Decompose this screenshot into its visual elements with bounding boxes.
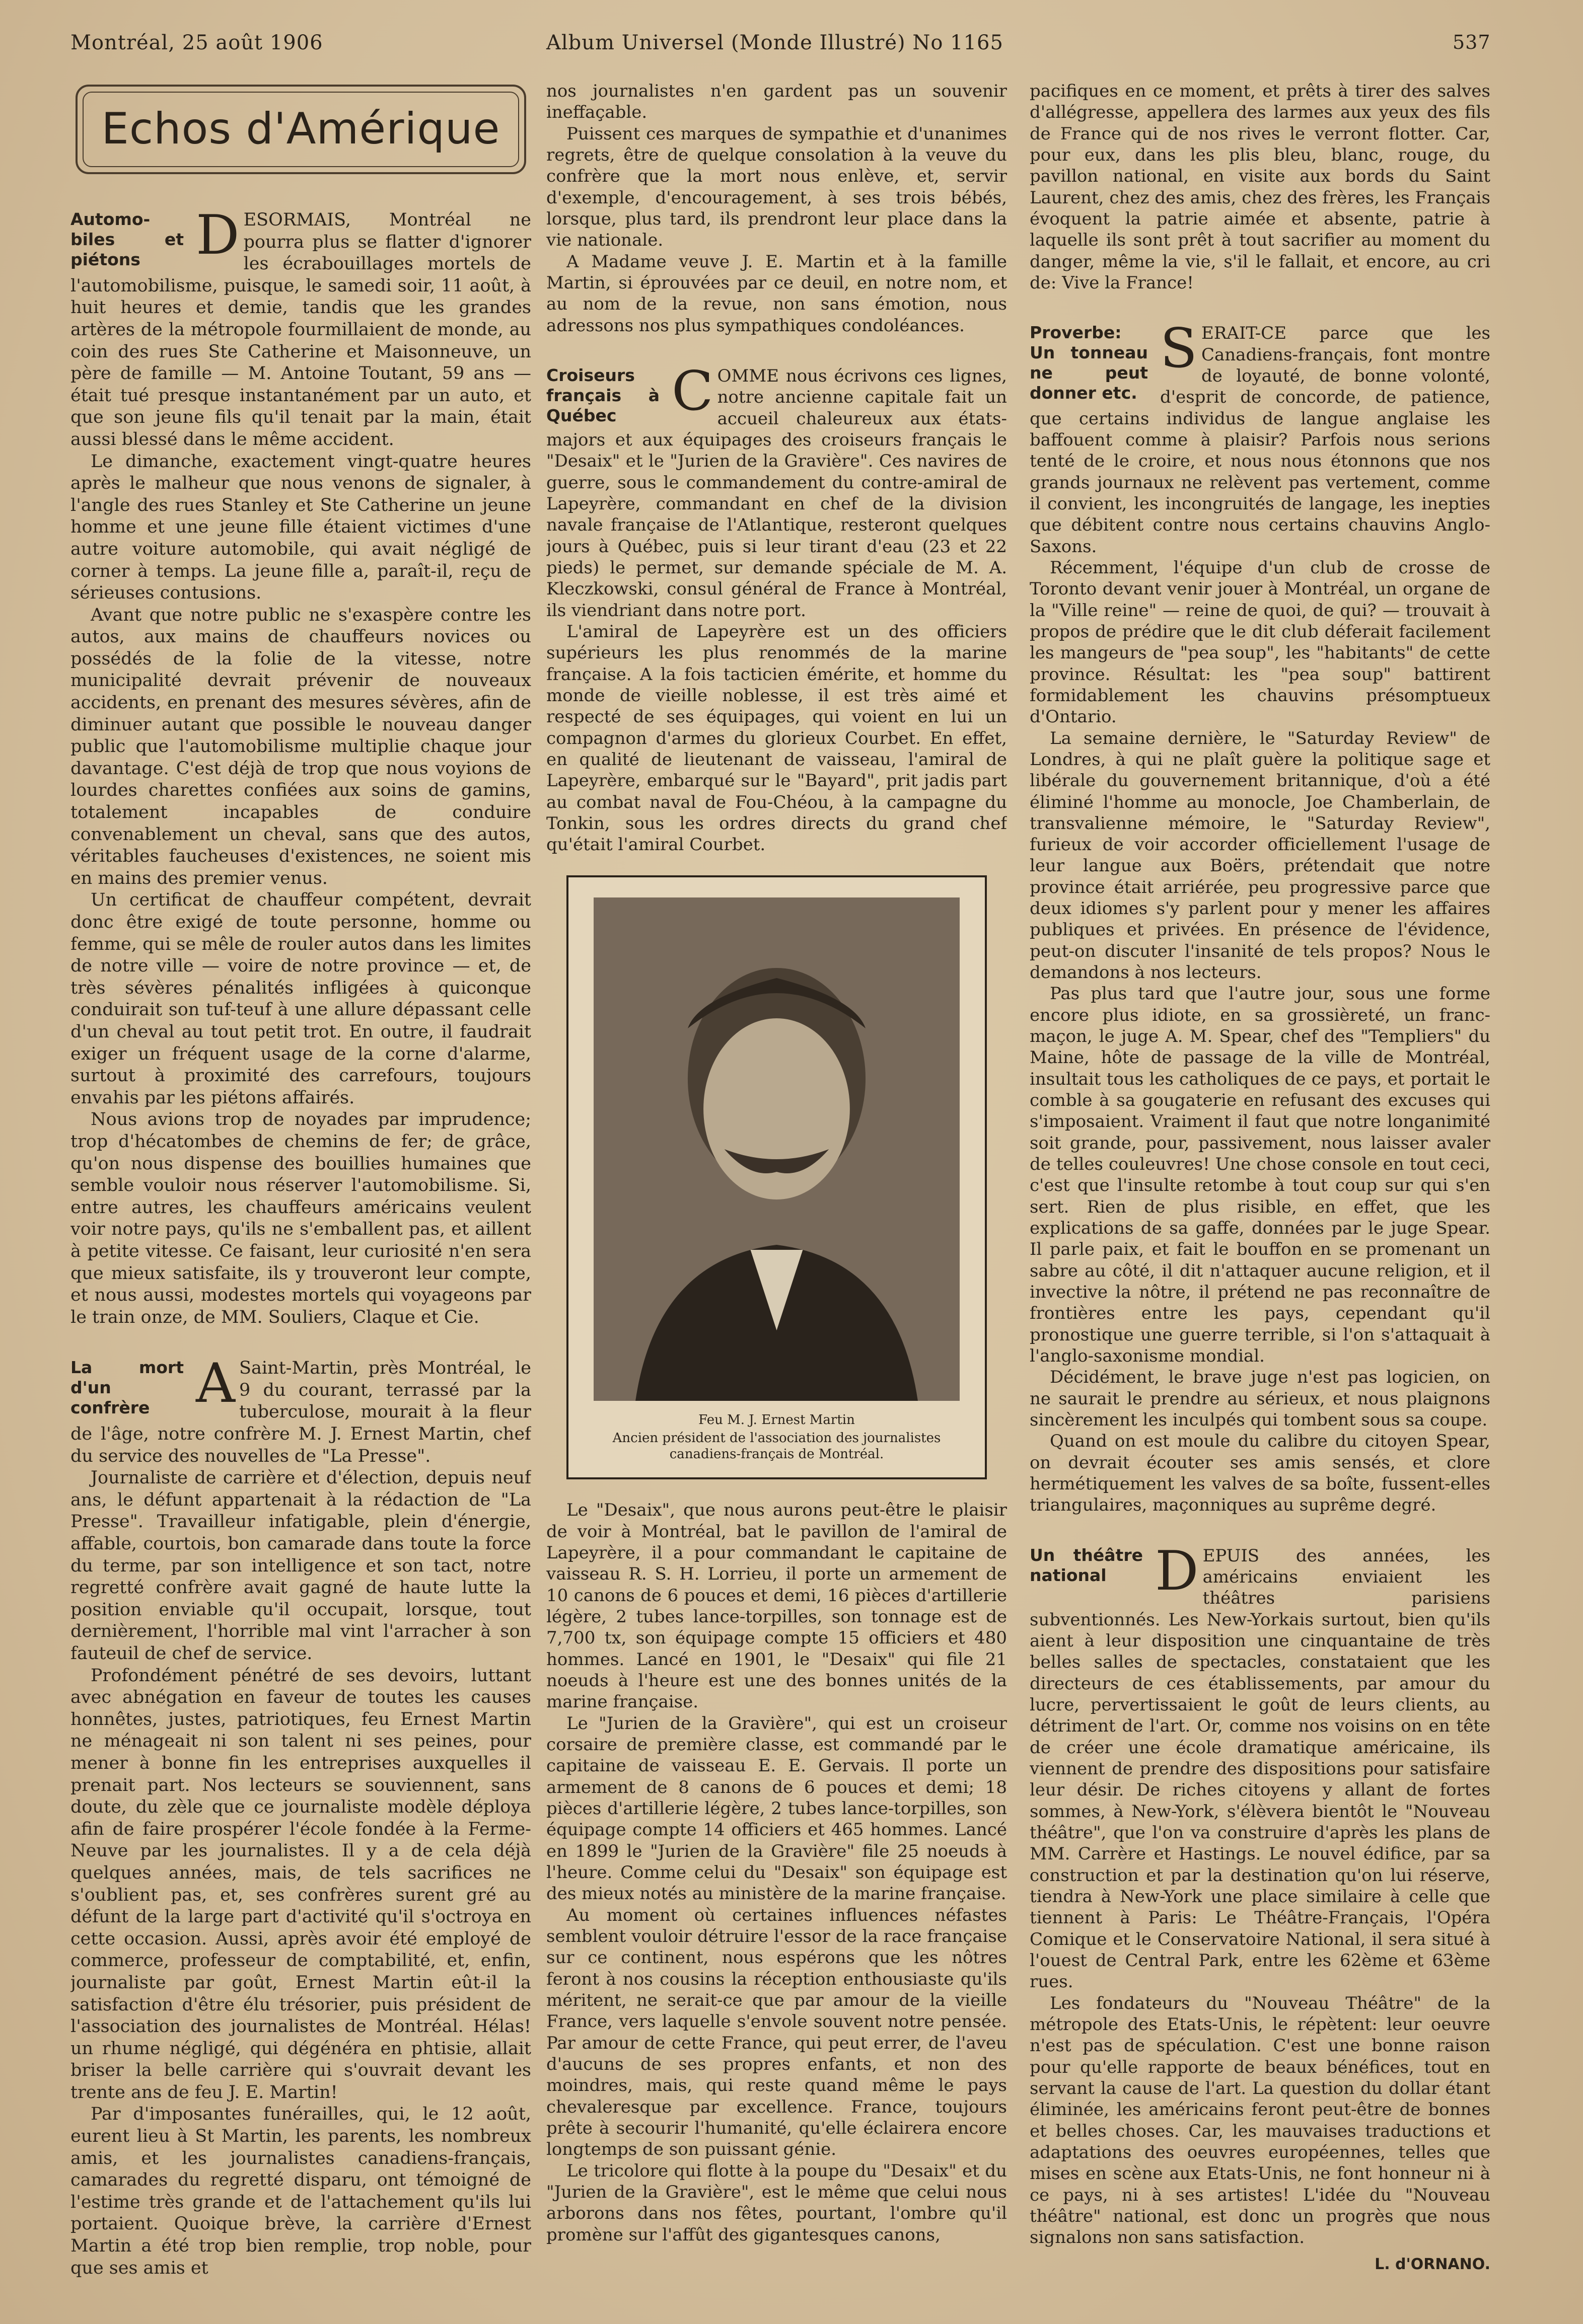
paragraph: Pas plus tard que l'autre jour, sous une forme encore plus idiote, en sa grossièreté, un franc-maçon, le juge A. M. Spear, chef des "Templiers" du Maine, hôte de passage de la ville de Montréal, insultait tous les catholiques de ce pays, et portait le comble à sa gougaterie en refusant des excuses qui s'imposaient. Vraiment il faut que notre longanimité soit grande, pour, passivement, nous laisser avaler de telles couleuvres! Une chose console en tout ceci, c'est que l'insulte retombe à tout coup sur qui s'en sert. Rien de plus risible, en effet, que les explications de sa gaffe, données par le juge Spear. Il parle paix, et fait le bouffon en se promenant un sabre au côté, il dit n'attaquer aucune religion, et il invective la nôtre, il prétend ne pas reconnaître de frontières entre les pays, cependant qu'il pronostique une guerre terrible, si l'on s'attaquait à l'anglo-saxonisme mondial.	[1030, 984, 1490, 1367]
paragraph: pacifiques en ce moment, et prêts à tirer des salves d'allégresse, appellera des larmes aux yeux des fils de France qui de nos rives le verront flotter. Car, pour eux, dans les plis bleu, blanc, rouge, du pavillon national, en visite aux bords du Saint Laurent, chez des amis, chez des frères, les Français évoquent la patrie aimée et absente, patrie à laquelle ils sont prêt à tout sacrifier au moment du danger, même la vie, s'il le fallait, et encore, au cri de: Vive la France!	[1030, 81, 1490, 293]
section-automobiles	[70, 209, 531, 1328]
side-heading: La mort d'un confrère	[70, 1358, 184, 1418]
page-number: 537	[1453, 31, 1491, 53]
section-croiseurs-continued	[546, 1500, 1007, 2245]
paragraph: Récemment, l'équipe d'un club de crosse de Toronto devant venir jouer à Montréal, un organe de la "Ville reine" — reine de quoi, de qui? — trouvait à propos de prédire que le dit club déferait facilement les mangeurs de "pea soup", les "habitants" de cette province. Résultat: les "pea soup" battirent formidablement les chauvins présomptueux d'Ontario.	[1030, 557, 1490, 727]
section-croiseurs-end	[1030, 81, 1490, 293]
paragraph: Le dimanche, exactement vingt-quatre heures après le malheur que nous venons de signaler, à l'angle des rues Stanley et Ste Catherine un jeune homme et une jeune fille étaient victimes d'une autre voiture automobile, qui avait négligé de corner à temps. La jeune fille a, paraît-il, reçu de sérieuses contusions.	[70, 451, 531, 604]
section-proverbe	[1030, 323, 1490, 1516]
paragraph: Profondément pénétré de ses devoirs, luttant avec abnégation en faveur de toutes les causes honnêtes, justes, patriotiques, feu Ernest Martin ne ménageait ni son talent ni ses peines, pour mener à bonne fin les entreprises auxquelles il prenait part. Nos lecteurs se souviennent, sans doute, du zèle que ce journaliste modèle déploya afin de faire prospérer l'école fondée à la Ferme-Neuve par les journalistes. Il y a de cela déjà quelques années, mais, de tels sacrifices ne s'oublient pas, et, ses confrères surent gré au défunt de la large part d'activité qu'il s'octroya en cette occasion. Aussi, après avoir été employé de commerce, professeur de comptabilité, et, enfin, journaliste par goût, Ernest Martin eût-il la satisfaction d'être élu trésorier, puis président de l'association des journalistes de Montréal. Hélas! un rhume négligé, qui dégénéra en phtisie, allait briser la belle carrière qui s'ouvrait devant les trente ans de feu J. E. Martin!	[70, 1665, 531, 2103]
dropcap: S	[1160, 323, 1197, 381]
paragraph: ERAIT-CE parce que les Canadiens-français, font montre de loyauté, de bonne volonté, d'esprit de concorde, de patience, que certains individus de langue anglaise les baffouent comme à plaisir? Parfois nous serions tenté de le croire, et nous nous étonnons que nos grands journaux ne relèvent pas vertement, comme il convient, les incongruités de langage, les inepties que débitent contre nous certains chauvins Anglo-Saxons.	[1030, 323, 1490, 557]
side-heading: Un théâtre national	[1030, 1545, 1143, 1585]
paragraph: Le tricolore qui flotte à la poupe du "Desaix" et du "Jurien de la Gravière", est le même que celui nous arborons dans nos fêtes, pourtant, l'ombre qu'il promène sur l'affût des gigantesques canons,	[546, 2160, 1007, 2245]
paragraph: Quand on est moule du calibre du citoyen Spear, on devrait écouter ses amis sensés, et clore hermétiquement les valves de sa boîte, fussent-elles triangulaires, maçonniques au suprême degré.	[1030, 1431, 1490, 1516]
paragraph: A Madame veuve J. E. Martin et à la famille Martin, si éprouvées par ce deuil, en notre nom, et au nom de la revue, non sans émotion, nous adressons nos plus sympathiques condoléances.	[546, 251, 1007, 336]
title-banner	[76, 85, 526, 174]
column-2	[546, 81, 1007, 2245]
side-heading: Croiseurs français à Québec	[546, 365, 660, 425]
paragraph: Saint-Martin, près Montréal, le 9 du courant, terrassé par la tuberculose, mourait à la fleur de l'âge, notre confrère M. J. Ernest Martin, chef du service des nouvelles de "La Presse".	[70, 1358, 531, 1466]
paragraph: Le "Jurien de la Gravière", qui est un croiseur corsaire de première classe, est commandé par le capitaine de vaisseau E. E. Gervais. Il porte un armement de 8 canons de 6 pouces et demi; 18 pièces d'artillerie légère, 2 tubes lance-torpilles, son équipage compte 14 officiers et 465 hommes. Lancé en 1899 le "Jurien de la Gravière" file 25 noeuds à l'heure. Comme celui du "Desaix" son équipage est des mieux notés au ministère de la marine française.	[546, 1713, 1007, 1904]
paragraph: Décidément, le brave juge n'est pas logicien, on ne saurait le prendre au sérieux, et nous plaignons sincèrement les inculpés qui tombent sous sa coupe.	[1030, 1367, 1490, 1431]
dropcap: A	[196, 1358, 235, 1415]
paragraph: ESORMAIS, Montréal ne pourra plus se flatter d'ignorer les écrabouillages mortels de l'automobilisme, puisque, le samedi soir, 11 août, à huit heures et demie, tandis que les grandes artères de la métropole fourmillaient de monde, au coin des rues Ste Catherine et Maisonneuve, un père de famille — M. Antoine Toutant, 59 ans — était tué presque instantanément par un auto, et que son jeune fils qu'il tenait par la main, était aussi blessé dans le même accident.	[70, 210, 531, 449]
paragraph: Puissent ces marques de sympathie et d'unanimes regrets, être de quelque consolation à la veuve du confrère que la mort nous enlève, et, servir d'exemple, d'encouragement, à ses trois bébés, lorsque, plus tard, ils prendront leur place dans la vie nationale.	[546, 123, 1007, 251]
paragraph: Un certificat de chauffeur compétent, devrait donc être exigé de toute personne, homme ou femme, qui se mêle de rouler autos dans les limites de notre ville — voire de notre province — et, de très sévères pénalités infligées à quiconque conduirait son tuf-teuf à une allure dépassant celle d'un cheval au tout petit trot. En outre, il faudrait exiger un fréquent usage de la corne d'alarme, surtout à proximité des carrefours, toujours envahis par les piétons affairés.	[70, 890, 531, 1108]
side-heading: Automo-biles et piétons	[70, 209, 184, 269]
author-signature: L. d'ORNANO.	[1375, 2256, 1490, 2274]
section-theatre	[1030, 1545, 1490, 2276]
page-title: Echos d'Amérique	[101, 104, 500, 155]
section-croiseurs	[546, 365, 1007, 856]
portrait-silhouette	[594, 897, 960, 1401]
column-3	[1030, 81, 1490, 2276]
paragraph: Nous avions trop de noyades par imprudence; trop d'hécatombes de chemins de fer; de grâce, qu'on nous dispense des bouillies humaines que semble vouloir nous réserver l'automobilisme. Si, entre autres, les chauffeurs américains veulent voir notre pays, qu'ils ne s'emballent pas, et aillent à petite vitesse. Ce faisant, leur curiosité n'en sera que mieux satisfaite, ils y trouveront leur compte, et nous aussi, modestes mortels qui voyageons par le train onze, de MM. Souliers, Claque et Cie.	[70, 1109, 531, 1327]
photo-caption-title: Ancien président de l'association des journalistes canadiens-français de Montréal.	[612, 1431, 941, 1462]
portrait-photo	[594, 897, 960, 1401]
section-confrere	[70, 1358, 531, 2279]
section-confrere-continued	[546, 81, 1007, 336]
header-publication: Album Universel (Monde Illustré) No 1165	[546, 31, 1003, 54]
side-heading: Proverbe: Un tonneau ne peut donner etc.	[1030, 323, 1148, 403]
paragraph: Avant que notre public ne s'exaspère contre les autos, aux mains de chauffeurs novices ou possédés de la folie de la vitesse, notre municipalité devrait prévenir de nouveaux accidents, en prenant des mesures sévères, afin de diminuer autant que possible le nouveau danger public que l'automobilisme multiplie chaque jour davantage. C'est déjà de trop que nous voyions de lourdes charettes confiées aux soins de gamins, totalement incapables de conduire convenablement un cheval, sans que des autos, véritables faucheuses d'existences, ne soient mis en mains des premier venus.	[70, 605, 531, 888]
paragraph: Au moment où certaines influences néfastes semblent vouloir détruire l'essor de la race française sur ce continent, nous espérons que les nôtres feront à nos cousins la réception enthousiaste qu'ils méritent, ne serait-ce que par amour de la vieille France, vers laquelle s'envole souvent notre pensée. Par amour de cette France, qui peut errer, de l'aveu d'aucuns de ses propres enfants, et non des moindres, mais, qui reste quand même le pays chevaleresque par excellence. France, toujours prête à secourir l'humanité, qu'elle éclairera encore longtemps de son puissant génie.	[546, 1905, 1007, 2160]
column-1	[70, 81, 531, 2279]
paragraph: Les fondateurs du "Nouveau Théâtre" de la métropole des Etats-Unis, le répètent: leur oeuvre n'est pas de spéculation. C'est une bonne raison pour qu'elle rapporte de beaux bénéfices, tout en servant la cause de l'art. La question du dollar étant éliminée, les américains feront peut-être de bonnes et belles choses. Car, les mauvaises traductions et adaptations des oeuvres européennes, telles que mises en scène aux Etats-Unis, ne font honneur ni à ce pays, ni à ses artistes! L'idée du "Nouveau théâtre" national, est donc un progrès que nous signalons non sans satisfaction.	[1030, 1993, 1490, 2248]
dropcap: D	[1155, 1545, 1199, 1603]
photo-caption-name: Feu M. J. Ernest Martin	[698, 1412, 855, 1428]
paragraph: L'amiral de Lapeyrère est un des officiers supérieurs les plus renommés de la marine française. A la fois tacticien émérite, et homme du monde de vieille noblesse, il est très aimé et respecté de ses équipages, qui voient en lui un compagnon d'armes du glorieux Courbet. En effet, en qualité de lieutenant de vaisseau, l'amiral de Lapeyrère, embarqué sur le "Bayard", prit jadis part au combat naval de Fou-Chéou, à la campagne du Tonkin, sous les ordres directs du grand chef qu'était l'amiral Courbet.	[546, 621, 1007, 855]
dropcap: D	[196, 209, 240, 267]
paragraph: EPUIS des années, les américains enviaient les théâtres parisiens subventionnés. Les New-Yorkais surtout, bien qu'ils aient à leur disposition une cinquantaine de très belles salles de spectacles, constataient que les directeurs de ces établissements, par amour du lucre, pervertissaient le goût de leurs clients, au détriment de l'art. Or, comme nos voisins on en tête de créer une école dramatique américaine, ils viennent de prendre des dispositions pour satisfaire leur désir. De riches citoyens y allant de fortes sommes, à New-York, s'élèvera bientôt le "Nouveau théâtre", que l'on va construire d'après les plans de MM. Carrère et Hastings. Le nouvel édifice, par sa construction et par la destination qu'on lui réserve, tiendra à New-York une place similaire à celle que tiennent à Paris: Le Théâtre-Français, l'Opéra Comique et le Conservatoire National, il sera situé à l'ouest de Central Park, entre les 62ème et 63ème rues.	[1030, 1545, 1490, 1992]
paragraph: La semaine dernière, le "Saturday Review" de Londres, à qui ne plaît guère la politique sage et libérale du gouvernement britannique, d'où a été éliminé l'homme au monocle, Joe Chamberlain, de transvalienne mémoire, le "Saturday Review", furieux de voir accorder officiellement l'usage de leur langue aux Boërs, prétendait que notre province était arriérée, peu progressive parce que deux idiomes s'y parlent pour y mener les affaires publiques et privées. En présence de l'évidence, peut-on discuter l'insanité de tels propos? Nous le demandons à nos lecteurs.	[1030, 728, 1490, 983]
paragraph: Journaliste de carrière et d'élection, depuis neuf ans, le défunt appartenait à la rédaction de "La Presse". Travailleur infatigable, plein d'énergie, affable, courtois, bon camarade dans toute la force du terme, par son intelligence et son tact, notre regretté confrère avait gagné de haute lutte la position enviable qu'il occupait, lorsque, tout dernièrement, l'horrible mal vint l'arracher à son fauteuil de chef de service.	[70, 1468, 531, 1664]
paragraph: OMME nous écrivons ces lignes, notre ancienne capitale fait un accueil chaleureux aux états-majors et aux équipages des croiseurs français le "Desaix" et le "Jurien de la Gravière". Ces navires de guerre, sous le commandement du contre-amiral de Lapeyrère, commandant en chef de la division navale française de l'Atlantique, resteront quelques jours à Québec, puis si leur tirant d'eau (23 et 22 pieds) le permet, sur demande spéciale de M. A. Kleczkowski, consul général de France à Montréal, ils viendriant dans notre port.	[546, 365, 1007, 621]
header-date: Montréal, 25 août 1906	[70, 31, 323, 54]
paragraph: Par d'imposantes funérailles, qui, le 12 août, eurent lieu à St Martin, les parents, les nombreux amis, et les journalistes canadiens-français, camarades du regretté disparu, ont témoigné de l'estime très grande et de l'attachement qu'ils lui portaient. Quoique brève, la carrière d'Ernest Martin a été trop bien remplie, trop noble, pour que ses amis et	[70, 2104, 531, 2278]
portrait-frame	[566, 875, 987, 1479]
paragraph: nos journalistes n'en gardent pas un souvenir ineffaçable.	[546, 81, 1007, 123]
paragraph: Le "Desaix", que nous aurons peut-être le plaisir de voir à Montréal, bat le pavillon de l'amiral de Lapeyrère, il a pour commandant le capitaine de vaisseau R. S. H. Lorrieu, il porte un armement de 10 canons de 6 pouces et demi, 16 pièces d'artillerie légère, 2 tubes lance-torpilles, son tonnage est de 7,700 tx, son équipage compte 15 officiers et 480 hommes. Lancé en 1901, le "Desaix" qui file 21 noeuds à l'heure est une des bonnes unités de la marine française.	[546, 1500, 1007, 1712]
dropcap: C	[672, 365, 713, 423]
